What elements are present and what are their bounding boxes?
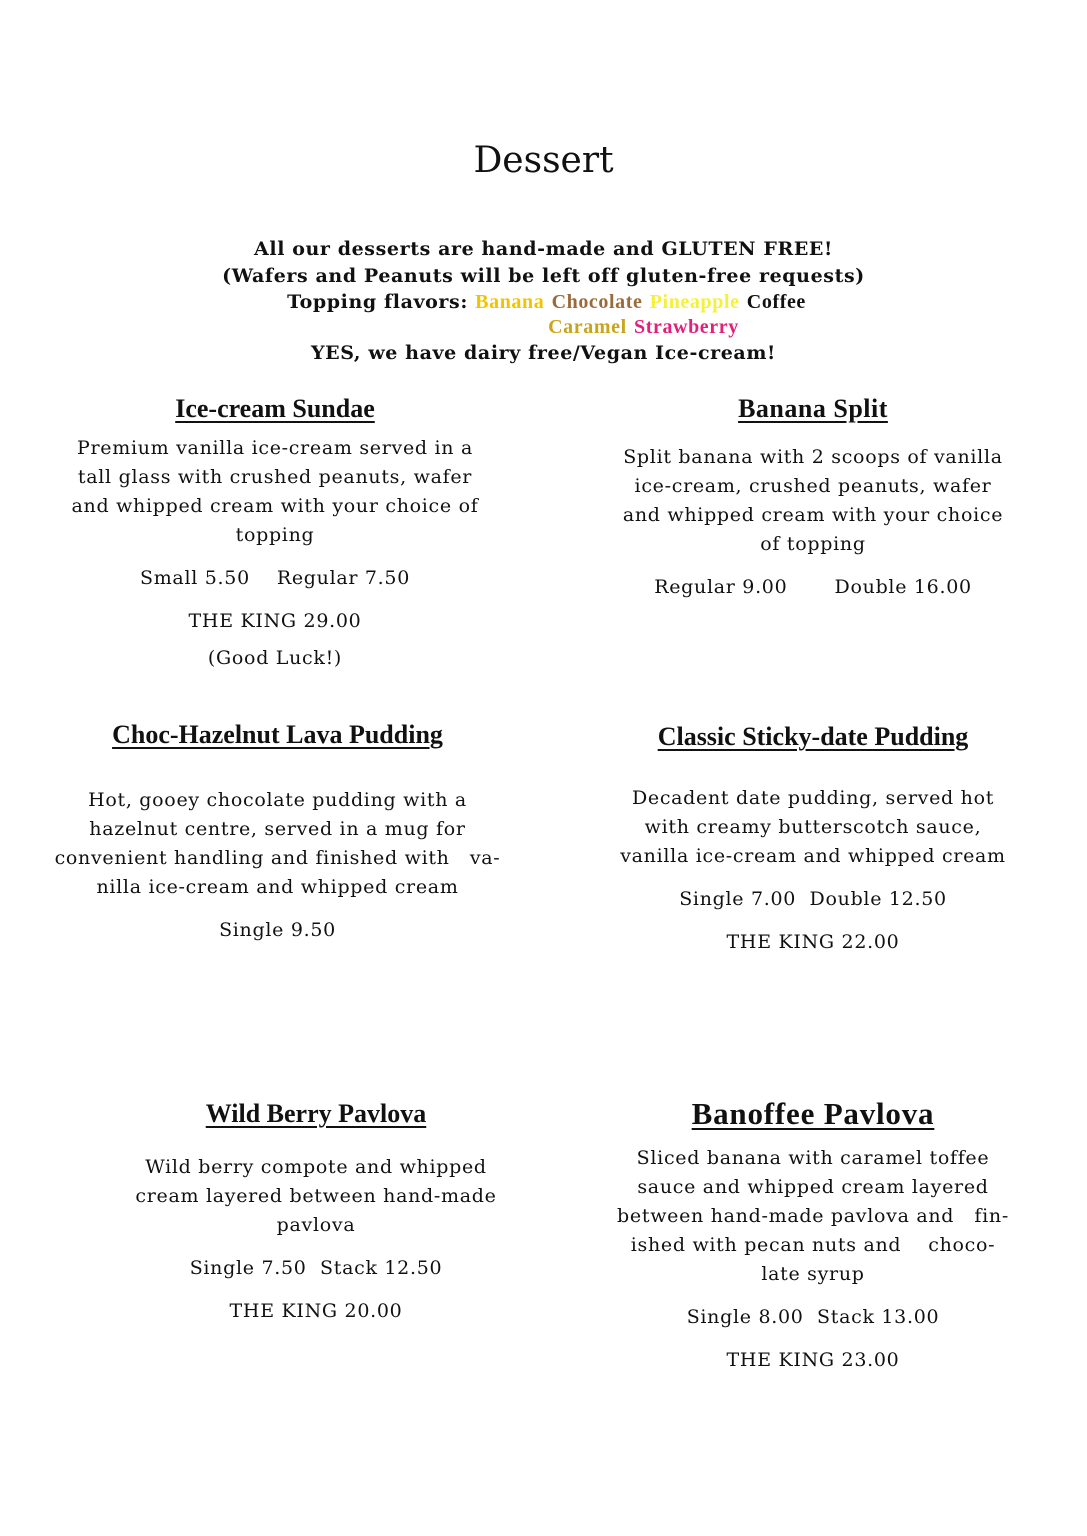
item-note: (Good Luck!): [207, 647, 343, 669]
item-description-line: hazelnut centre, served in a mug for: [89, 818, 466, 840]
item-description-line: with creamy butterscotch sauce,: [644, 816, 982, 838]
topping-flavors-line: [0, 289, 1087, 316]
menu-item-choc-hazelnut-lava-pudding: [40, 718, 515, 945]
item-price-king: THE KING 23.00: [726, 1349, 900, 1371]
item-description-line: Hot, gooey chocolate pudding with a: [88, 789, 467, 811]
item-description-line: ice-cream, crushed peanuts, wafer: [634, 475, 992, 497]
item-price: Small 5.50 Regular 7.50: [140, 567, 410, 589]
item-price: Regular 9.00 Double 16.00: [654, 576, 972, 598]
item-description-line: pavlova: [276, 1214, 356, 1236]
vegan-notice: YES, we have dairy free/Vegan Ice-cream!: [311, 341, 776, 364]
item-description-line: Split banana with 2 scoops of vanilla: [623, 446, 1003, 468]
wafers-peanuts-notice: (Wafers and Peanuts will be left off gluten-free requests): [222, 264, 865, 287]
gluten-free-notice: All our desserts are hand-made and GLUTEN FREE!: [254, 238, 833, 260]
item-price: Single 8.00 Stack 13.00: [686, 1306, 940, 1328]
flavor-coffee: Coffee: [746, 291, 806, 313]
item-description-line: and whipped cream with your choice: [622, 504, 1004, 526]
item-description-line: and whipped cream with your choice of: [71, 495, 479, 517]
item-price: Single 9.50: [219, 919, 336, 941]
item-description-line: Decadent date pudding, served hot: [631, 787, 995, 809]
menu-item-banana-split: [578, 392, 1048, 602]
item-description-line: late syrup: [761, 1263, 865, 1285]
item-price-king: THE KING 22.00: [726, 931, 900, 953]
item-price: Single 7.00 Double 12.50: [679, 888, 947, 910]
menu-item-banoffee-pavlova: [588, 1097, 1038, 1375]
menu-item-wild-berry-pavlova: [95, 1097, 537, 1326]
item-description-line: Sliced banana with caramel toffee: [636, 1147, 990, 1169]
item-description-line: between hand-made pavlova and fin-: [617, 1205, 1009, 1227]
item-description-line: ished with pecan nuts and choco-: [630, 1234, 996, 1256]
flavor-chocolate: Chocolate: [551, 291, 643, 313]
item-name: Wild Berry Pavlova: [205, 1099, 427, 1128]
intro-notice: [0, 236, 1087, 366]
item-description-line: of topping: [760, 533, 866, 555]
item-description-line: Wild berry compote and whipped: [145, 1156, 487, 1178]
item-price-king: THE KING 20.00: [229, 1300, 403, 1322]
item-description-line: convenient handling and finished with va-: [54, 847, 501, 869]
item-description-line: sauce and whipped cream layered: [637, 1176, 989, 1198]
item-description-line: nilla ice-cream and whipped cream: [96, 876, 459, 898]
item-name: Choc-Hazelnut Lava Pudding: [112, 720, 443, 749]
item-name: Banoffee Pavlova: [691, 1096, 935, 1131]
item-name: Banana Split: [738, 394, 888, 423]
item-price: Single 7.50 Stack 12.50: [189, 1257, 443, 1279]
item-description-line: cream layered between hand-made: [135, 1185, 497, 1207]
item-name: Classic Sticky-date Pudding: [657, 722, 969, 751]
flavor-banana: Banana: [475, 291, 545, 313]
item-description-line: Premium vanilla ice-cream served in a: [77, 437, 473, 459]
item-description-line: vanilla ice-cream and whipped cream: [620, 845, 1006, 867]
page-title: Dessert: [473, 140, 614, 181]
flavor-pineapple: Pineapple: [649, 291, 740, 313]
topping-flavors-label: Topping flavors:: [287, 291, 468, 313]
menu-item-classic-sticky-date-pudding: [578, 720, 1048, 957]
item-name: Ice-cream Sundae: [175, 394, 375, 423]
item-description-line: tall glass with crushed peanuts, wafer: [77, 466, 473, 488]
menu-item-ice-cream-sundae: [45, 392, 505, 673]
item-price-king: THE KING 29.00: [188, 610, 362, 632]
flavor-caramel: Caramel: [548, 315, 627, 338]
flavor-strawberry: Strawberry: [633, 315, 739, 338]
topping-flavors-line-2: [0, 316, 1087, 338]
item-description-line: topping: [235, 524, 315, 546]
